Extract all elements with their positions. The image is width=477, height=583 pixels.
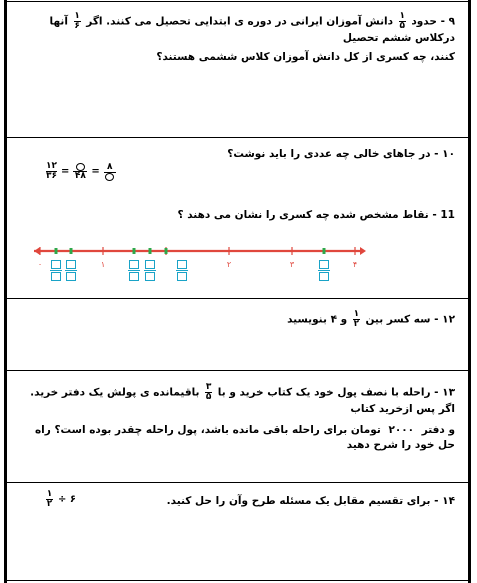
fraction-bar	[318, 270, 330, 271]
question-text: حدود	[411, 15, 437, 28]
question-10	[227, 147, 455, 162]
marked-point	[149, 248, 152, 254]
question-text: آنها درکلاس ششم تحصیل	[49, 15, 455, 44]
question-13-line-1	[15, 383, 455, 417]
divider	[7, 370, 468, 371]
denominator-box[interactable]	[129, 272, 139, 281]
tick-label: ۱	[100, 260, 106, 269]
marked-point	[133, 248, 136, 254]
top-divider	[7, 1, 468, 2]
question-text: در جاهای خالی چه عددی را باید نوشت؟	[227, 148, 431, 160]
fraction-one-half: $\frac{۱}{۲}$	[46, 489, 53, 509]
fraction-8-blank: ۸	[104, 163, 116, 181]
tick-label: ۳	[289, 260, 295, 269]
division-operator: ÷ ۶	[58, 494, 76, 505]
question-13	[15, 383, 455, 453]
arrow-left-icon	[34, 247, 40, 255]
numerator-box[interactable]	[66, 260, 76, 269]
fraction-answer-box[interactable]	[318, 260, 330, 281]
fraction-answer-box[interactable]	[50, 260, 62, 281]
question-9-line-1	[15, 12, 455, 46]
fraction-one-fifth: $\frac{۱}{۵}$	[399, 11, 405, 31]
denominator-box[interactable]	[51, 272, 61, 281]
tick-label: ۴	[352, 260, 358, 269]
question-11	[177, 208, 455, 223]
numerator-box[interactable]	[319, 260, 329, 269]
fraction-answer-box[interactable]	[144, 260, 156, 281]
question-text: سه کسر بین	[365, 313, 431, 326]
fraction-12-36: $\frac{۱۲}{۳۶}$	[46, 161, 57, 181]
equals-sign: =	[91, 166, 100, 177]
fraction-answer-box[interactable]	[176, 260, 188, 281]
fraction-bar	[144, 270, 156, 271]
question-text: باقیمانده ی پولش یک دفتر خرید. اگر پس ازخرید کتاب	[30, 386, 455, 415]
numerator-box[interactable]	[177, 260, 187, 269]
equals-sign: =	[61, 166, 70, 177]
question-number: ۹ -	[440, 15, 455, 28]
fraction-answer-box[interactable]	[65, 260, 77, 281]
amount-value: ۲۰۰۰	[388, 424, 415, 436]
numerator-box[interactable]	[145, 260, 155, 269]
division-expression	[44, 490, 76, 509]
numerator-box[interactable]	[129, 260, 139, 269]
question-14	[167, 494, 455, 509]
question-number: 11 -	[432, 209, 455, 221]
fraction-one-sixth: $\frac{۱}{۶}$	[74, 11, 80, 31]
question-text: نقاط مشخص شده چه کسری را نشان می دهند ؟	[177, 209, 429, 221]
question-text: تومان برای راحله باقی مانده باشد، پول راحله چقدر بوده است؟ راه حل خود را شرح دهید	[34, 424, 455, 451]
question-number: ۱۴ -	[434, 495, 455, 507]
denominator-box[interactable]	[319, 272, 329, 281]
fraction-one-half: $\frac{۱}{۲}$	[353, 309, 360, 329]
marked-point	[70, 248, 73, 254]
denominator-box[interactable]	[66, 272, 76, 281]
marked-point	[323, 248, 326, 254]
fraction-three-fifths: $\frac{۳}{۵}$	[205, 382, 212, 402]
blank-circle[interactable]	[76, 163, 85, 171]
question-text: و ۴ بنویسید	[287, 313, 348, 326]
blank-circle[interactable]	[105, 173, 114, 181]
question-number: ۱۲ -	[434, 313, 455, 326]
divider	[7, 137, 468, 138]
question-text: دانش آموزان ایرانی در دوره ی ابتدایی تحصیل می کنند. اگر	[86, 15, 394, 28]
tick-label: ۰	[37, 260, 43, 269]
question-number: ۱۰ -	[434, 148, 455, 160]
question-9	[15, 12, 455, 65]
fraction-bar	[176, 270, 188, 271]
bottom-divider	[7, 580, 468, 581]
equivalent-fractions	[44, 162, 118, 181]
question-text: راحله با نصف پول خود یک کتاب خرید و با	[217, 386, 431, 399]
denominator-box[interactable]	[177, 272, 187, 281]
divider	[7, 482, 468, 483]
denominator-box[interactable]	[145, 272, 155, 281]
marked-point	[165, 248, 168, 254]
marked-point	[55, 248, 58, 254]
tick-label: ۲	[226, 260, 232, 269]
question-12	[287, 310, 455, 329]
question-9-line-2: کنند، چه کسری از کل دانش آموزان کلاس ششمی هستند؟	[156, 51, 455, 63]
question-13-line-2	[15, 423, 455, 453]
fraction-answer-box[interactable]	[128, 260, 140, 281]
numerator-box[interactable]	[51, 260, 61, 269]
question-text: و دفتر	[421, 424, 455, 436]
arrow-right-icon	[360, 247, 366, 255]
fraction-bar	[65, 270, 77, 271]
fraction-bar	[50, 270, 62, 271]
fraction-bar	[128, 270, 140, 271]
divider	[7, 298, 468, 299]
fraction-blank-48: ۴۸	[73, 163, 87, 181]
question-number: ۱۳ -	[434, 386, 455, 399]
question-text: برای تقسیم مقابل یک مسئله طرح وآن را حل کنید.	[166, 495, 431, 507]
